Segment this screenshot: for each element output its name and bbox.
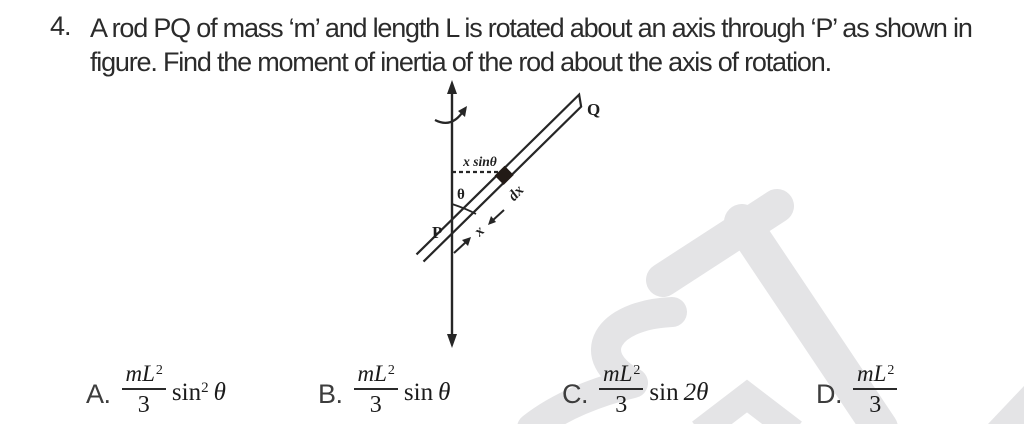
option-c-trig: sin 2θ xyxy=(649,379,709,406)
label-dx: dx xyxy=(505,182,528,205)
option-c-letter: C. xyxy=(562,378,588,409)
option-d xyxy=(816,356,908,422)
option-b-trig: sin θ xyxy=(403,379,451,406)
option-c xyxy=(562,356,708,422)
label-q: Q xyxy=(587,100,601,119)
question-line-2: figure. Find the moment of inertia of the rod about the axis of rotation. xyxy=(90,47,831,77)
option-d-fraction: $\frac{mL^2}{3}$ xyxy=(853,362,897,417)
axis-arrow-down-icon xyxy=(447,334,457,348)
option-d-letter: D. xyxy=(816,378,842,409)
label-p: P xyxy=(432,223,443,242)
option-a-letter: A. xyxy=(86,378,111,409)
option-d-trig xyxy=(903,379,908,407)
label-theta: θ xyxy=(457,187,465,203)
rod-axis-diagram xyxy=(390,76,625,360)
label-x: x xyxy=(471,223,488,240)
option-c-fraction: $\frac{mL^2}{3}$ xyxy=(599,362,643,417)
option-a-trig: $\sin^2 \theta$ xyxy=(171,379,226,406)
mass-element-dm xyxy=(495,166,514,185)
x-dimension-segment xyxy=(454,242,466,253)
option-b-letter: B. xyxy=(318,378,343,409)
option-a xyxy=(86,356,226,422)
label-x-sin-theta: x sinθ xyxy=(463,154,497,169)
question-number: 4. xyxy=(50,11,71,41)
option-b xyxy=(318,356,450,422)
options-row xyxy=(0,356,1024,424)
x-dimension-segment xyxy=(492,210,504,221)
axis-arrow-up-icon xyxy=(447,80,457,94)
question-line-1: A rod PQ of mass ‘m’ and length L is rotated about an axis through ‘P’ as shown in xyxy=(90,13,972,43)
option-a-fraction: $\frac{mL^2}{3}$ xyxy=(122,362,166,417)
option-b-fraction: $\frac{mL^2}{3}$ xyxy=(354,362,398,417)
theta-arc xyxy=(452,204,476,214)
question-text xyxy=(90,11,1024,79)
